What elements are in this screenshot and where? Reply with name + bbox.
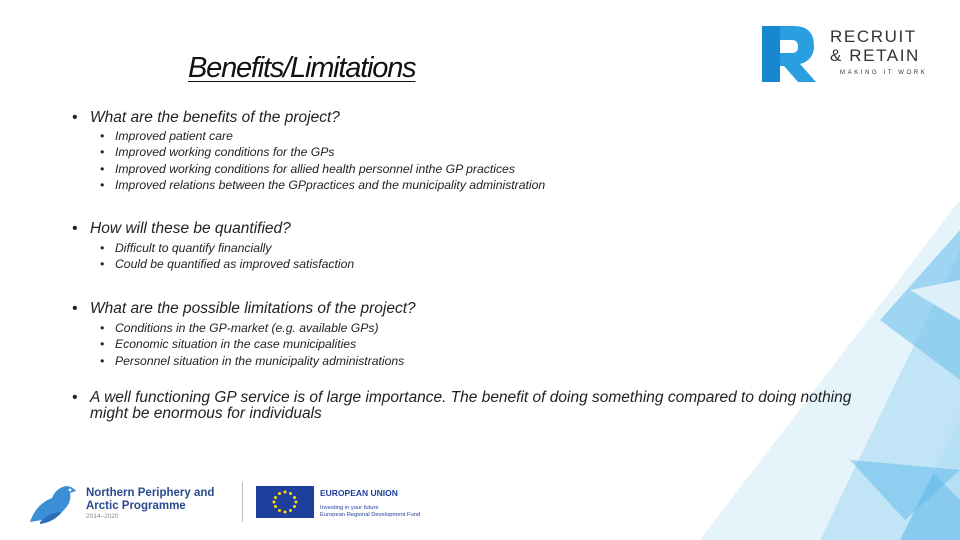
npa-line2: Arctic Programme: [86, 500, 186, 512]
slide-title: Benefits/Limitations: [188, 52, 416, 84]
question-text: How will these be quantified?: [90, 220, 291, 237]
bullet: •: [100, 161, 105, 176]
question-text: What are the possible limitations of the project?: [90, 300, 416, 317]
eu-tagline-1: Investing in your future: [320, 505, 379, 511]
list-item-text: Improved working conditions for allied health personnel inthe GP practices: [115, 161, 515, 176]
bullet: •: [100, 177, 105, 192]
list-item-text: Difficult to quantify financially: [115, 241, 272, 255]
logo-text: [830, 27, 920, 65]
logo-line1: RECRUIT: [830, 27, 917, 46]
bullet: •: [100, 321, 105, 335]
question-text: What are the benefits of the project?: [90, 109, 340, 126]
bullet: •: [100, 337, 105, 352]
list-item-text: Improved working conditions for the GPs: [115, 145, 335, 160]
r-letter-logo-icon: [758, 22, 822, 86]
bullet: •: [72, 300, 78, 317]
bullet: •: [100, 241, 105, 255]
npa-years: 2014–2020: [86, 513, 119, 520]
closing-statement: [72, 390, 892, 421]
bullet: •: [72, 389, 78, 406]
bullet: •: [100, 353, 105, 368]
list-item-text: Improved patient care: [115, 129, 233, 143]
list-item-text: Personnel situation in the municipality administrations: [115, 353, 405, 368]
list-item-text: Improved relations between the GPpractices and the municipality administration: [115, 177, 546, 192]
npa-line1: Northern Periphery and: [86, 487, 215, 499]
bird-logo-icon: [26, 482, 82, 526]
closing-text: A well functioning GP service is of large importance. The benefit of doing something compared to doing nothing might be enormous for individuals: [90, 389, 852, 422]
logo-tagline: MAKING IT WORK: [840, 70, 928, 76]
list-item-text: Could be quantified as improved satisfaction: [115, 257, 355, 272]
eu-tagline-2: European Regional Development Fund: [320, 512, 421, 518]
list-item-text: Economic situation in the case municipalities: [115, 337, 357, 352]
eu-flag-icon: [256, 486, 314, 518]
recruit-retain-logo: [758, 22, 930, 86]
bullet: •: [72, 220, 78, 237]
npa-programme-name: [86, 487, 214, 513]
footer-divider: [242, 482, 243, 522]
eu-name: EUROPEAN UNION: [320, 488, 398, 498]
bullet: •: [100, 129, 105, 143]
list-item-text: Conditions in the GP-market (e.g. available GPs): [115, 321, 379, 335]
bullet: •: [100, 145, 105, 160]
bullet: •: [72, 109, 78, 126]
bullet: •: [100, 257, 105, 272]
footer-logos: [0, 478, 480, 528]
logo-line2: & RETAIN: [830, 46, 920, 65]
